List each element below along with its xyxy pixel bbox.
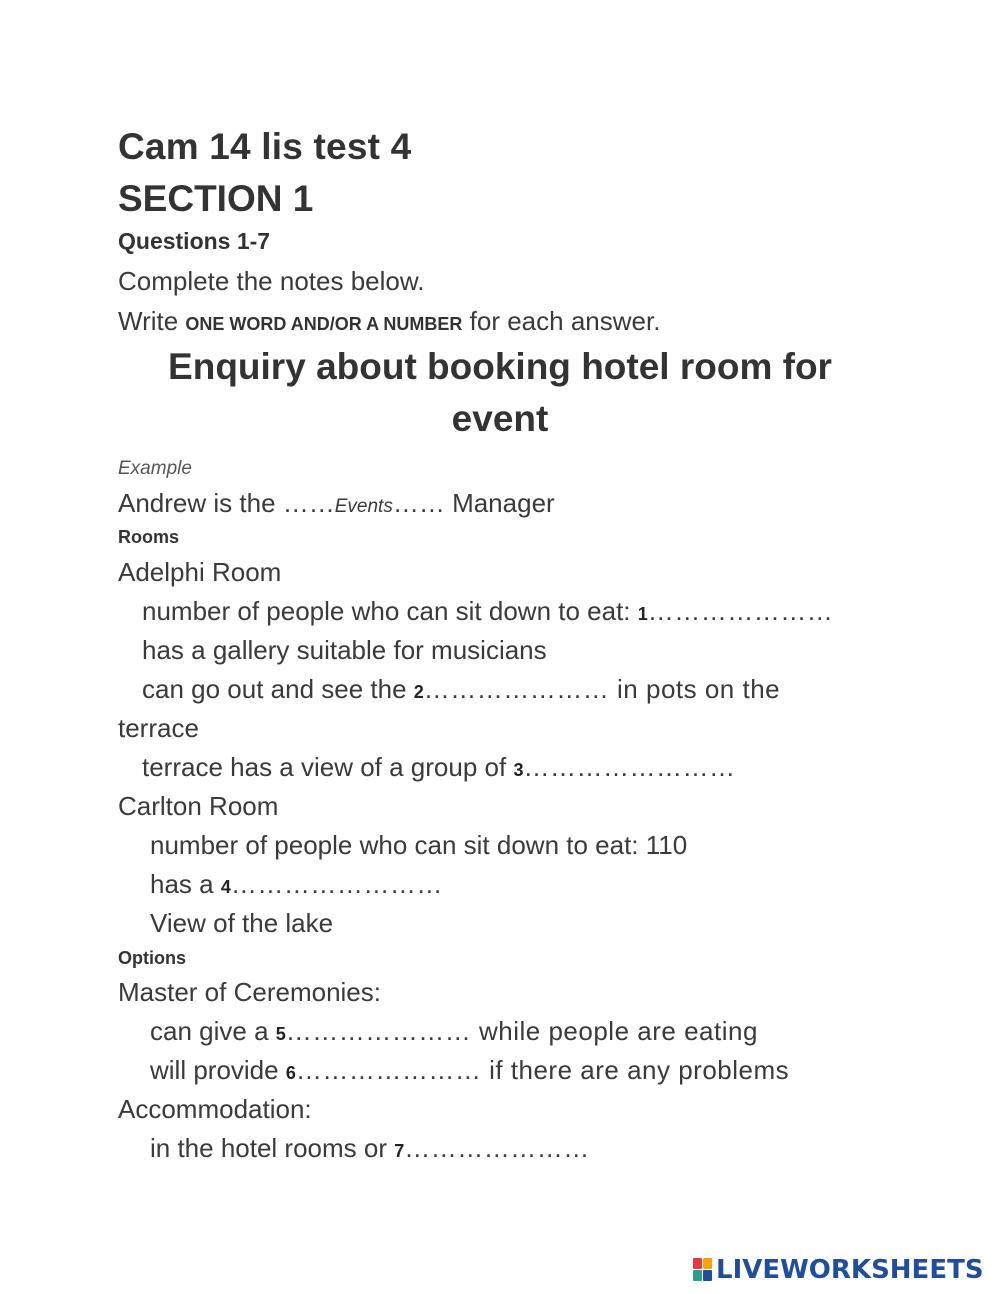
- q5-answer-blank[interactable]: ………………… while people are eating: [285, 1016, 758, 1046]
- instruction-word-limit: ONE WORD AND/OR A NUMBER: [185, 314, 463, 334]
- q1-text: number of people who can sit down to eat:: [142, 596, 638, 626]
- notes-title-line1: Enquiry about booking hotel room for: [168, 346, 832, 387]
- example-label: Example: [118, 458, 192, 479]
- q3-answer-blank[interactable]: ……………………: [523, 752, 736, 782]
- test-title: Cam 14 lis test 4: [118, 126, 412, 167]
- q4-answer-blank[interactable]: ……………………: [230, 869, 443, 899]
- question-1: [142, 596, 833, 627]
- question-4: [150, 869, 443, 900]
- carlton-seating: number of people who can sit down to eat: 110: [150, 830, 688, 860]
- adelphi-room: Adelphi Room: [118, 557, 282, 587]
- instruction-write-post: for each answer.: [462, 306, 661, 336]
- accommodation: Accommodation:: [118, 1094, 312, 1124]
- q6-number: 6: [285, 1063, 296, 1083]
- q2-answer-blank[interactable]: ………………… in pots on the: [423, 674, 781, 704]
- question-7: [150, 1133, 590, 1164]
- q6-text: will provide: [150, 1055, 286, 1085]
- question-5: [150, 1016, 758, 1047]
- q2-text: can go out and see the: [142, 674, 414, 704]
- q4-number: 4: [220, 877, 231, 897]
- q3-text: terrace has a view of a group of: [142, 752, 514, 782]
- example-answer: Events: [334, 496, 393, 517]
- example-line: [118, 488, 555, 519]
- q1-number: 1: [637, 604, 648, 624]
- q6-answer-blank[interactable]: ………………… if there are any problems: [295, 1055, 790, 1085]
- notes-title-line2: event: [451, 398, 549, 439]
- gallery-note: has a gallery suitable for musicians: [142, 635, 547, 665]
- instruction-complete: Complete the notes below.: [118, 266, 425, 296]
- example-post: …… Manager: [392, 488, 555, 518]
- q1-answer-blank[interactable]: …………………: [647, 596, 834, 626]
- q7-text: in the hotel rooms or: [150, 1133, 395, 1163]
- questions-range: Questions 1-7: [118, 228, 271, 254]
- liveworksheets-logo-text: LIVEWORKSHEETS: [716, 1255, 984, 1285]
- q7-answer-blank[interactable]: …………………: [404, 1133, 590, 1163]
- q2-continuation: terrace: [118, 713, 199, 743]
- q4-text: has a: [150, 869, 221, 899]
- carlton-room: Carlton Room: [118, 791, 279, 821]
- master-of-ceremonies: Master of Ceremonies:: [118, 977, 381, 1007]
- instruction-write: [118, 306, 660, 337]
- instruction-write-pre: Write: [118, 306, 186, 336]
- liveworksheets-logo: [693, 1253, 984, 1287]
- question-2: [142, 674, 780, 705]
- example-pre: Andrew is the ……: [118, 488, 335, 518]
- lake-view: View of the lake: [150, 908, 334, 938]
- question-6: [150, 1055, 789, 1086]
- q5-text: can give a: [150, 1016, 276, 1046]
- q3-number: 3: [513, 760, 524, 780]
- q2-number: 2: [413, 682, 424, 702]
- q7-number: 7: [394, 1141, 405, 1161]
- question-3: [142, 752, 735, 783]
- q5-number: 5: [275, 1024, 286, 1044]
- liveworksheets-logo-icon: [693, 1258, 713, 1282]
- rooms-heading: Rooms: [118, 527, 180, 547]
- options-heading: Options: [118, 948, 186, 968]
- section-heading: SECTION 1: [118, 178, 314, 219]
